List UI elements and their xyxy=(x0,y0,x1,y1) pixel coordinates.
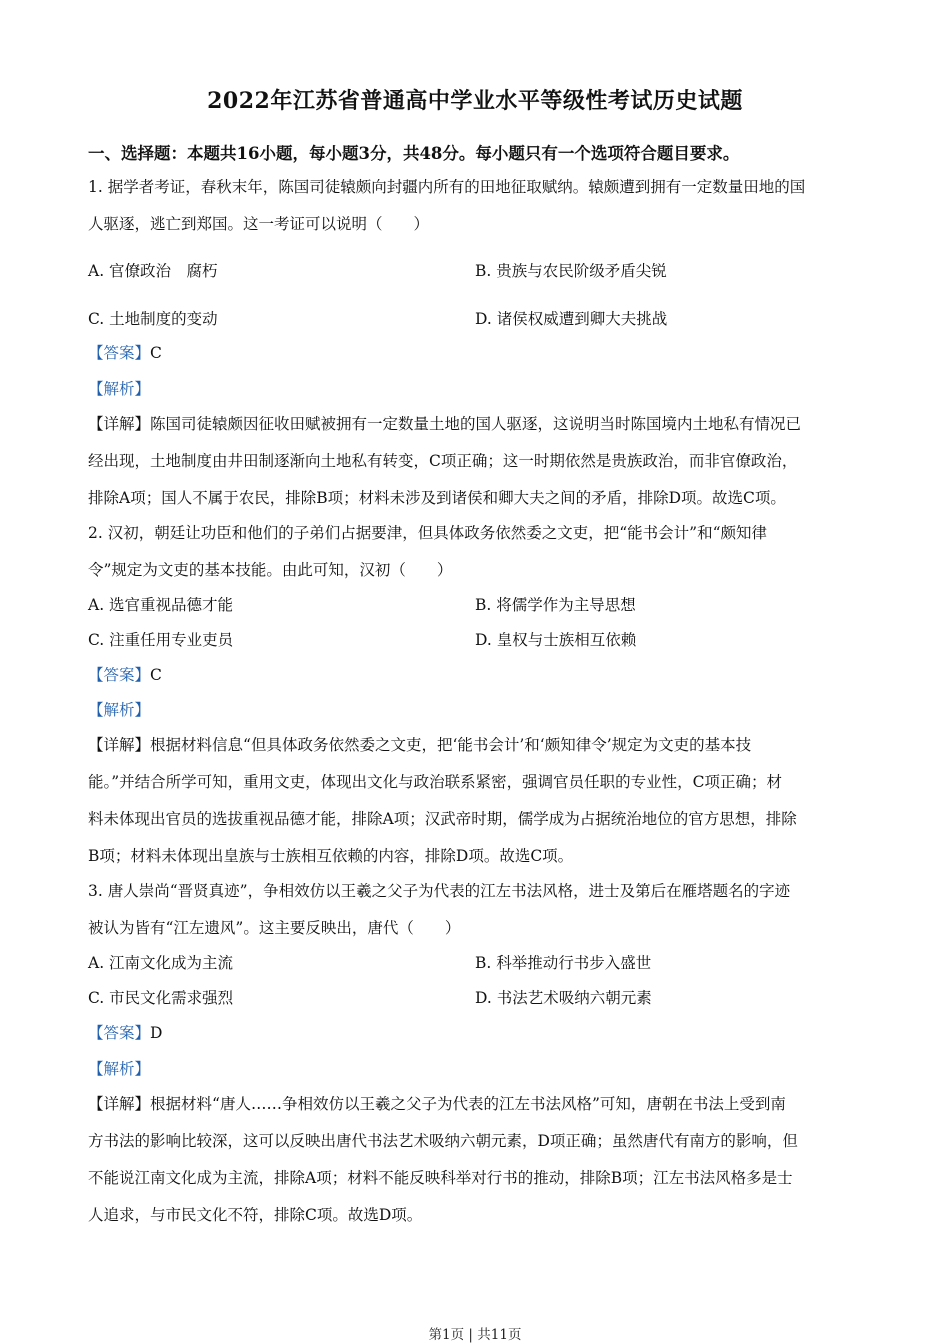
q3-analysis xyxy=(88,1059,150,1079)
q2-stem-line-2: 令”规定为文吏的基本技能。由此可知，汉初（ ） xyxy=(88,561,453,579)
q2-detail-text-1: 根据材料信息“但具体政务依然委之文吏，把‘能书会计’和‘颇知律令’规定为文吏的基本技 xyxy=(150,736,752,754)
q3-option-a: A. 江南文化成为主流 xyxy=(88,954,234,972)
section-heading: 一、选择题：本题共16小题，每小题3分，共48分。每小题只有一个选项符合题目要求。 xyxy=(88,144,740,163)
q2-option-c: C. 注重任用专业吏员 xyxy=(88,631,234,649)
analysis-tag: 【解析】 xyxy=(88,701,151,719)
q3-stem-line-2: 被认为皆有“江左遗风”。这主要反映出，唐代（ ） xyxy=(88,919,461,937)
q1-stem-line-2: 人驱逐，逃亡到郑国。这一考证可以说明（ ） xyxy=(88,215,430,233)
q1-answer-value: C xyxy=(150,344,162,362)
q1-option-c: C. 土地制度的变动 xyxy=(88,310,218,328)
q2-option-a: A. 选官重视品德才能 xyxy=(88,596,234,614)
answer-tag: 【答案】 xyxy=(88,666,151,684)
q2-answer-value: C xyxy=(150,666,162,684)
answer-tag: 【答案】 xyxy=(88,344,151,362)
q2-stem-line-1: 2. 汉初，朝廷让功臣和他们的子弟们占据要津，但具体政务依然委之文吏，把“能书会计”和“颇知律 xyxy=(88,524,767,542)
q2-option-d: D. 皇权与士族相互依赖 xyxy=(475,631,637,649)
q2-detail-line-1 xyxy=(88,735,751,755)
q1-answer xyxy=(88,343,162,363)
q1-option-d: D. 诸侯权威遭到卿大夫挑战 xyxy=(475,310,668,328)
q2-detail-line-3: 料未体现出官员的选拔重视品德才能，排除A项；汉武帝时期，儒学成为占据统治地位的官方思想，排除 xyxy=(88,810,797,828)
answer-tag: 【答案】 xyxy=(88,1024,151,1042)
q3-answer xyxy=(88,1023,162,1043)
q3-detail-line-3: 不能说江南文化成为主流，排除A项；材料不能反映科举对行书的推动，排除B项；江左书法风格多是士 xyxy=(88,1169,793,1187)
q1-detail-line-1 xyxy=(88,414,801,434)
page-footer: 第1页 | 共11页 xyxy=(428,1327,522,1343)
q3-detail-line-1 xyxy=(88,1094,786,1114)
q2-detail-line-2: 能。”并结合所学可知，重用文吏，体现出文化与政治联系紧密，强调官员任职的专业性，C项正确；材 xyxy=(88,773,783,791)
q3-option-d: D. 书法艺术吸纳六朝元素 xyxy=(475,989,652,1007)
q2-analysis xyxy=(88,700,150,720)
q3-stem-line-1: 3. 唐人崇尚“晋贤真迹”，争相效仿以王羲之父子为代表的江左书法风格，进士及第后在雁塔题名的字迹 xyxy=(88,882,791,900)
q3-detail-text-1: 根据材料“唐人……争相效仿以王羲之父子为代表的江左书法风格”可知，唐朝在书法上受到南 xyxy=(150,1095,786,1113)
q1-option-b: B. 贵族与农民阶级矛盾尖锐 xyxy=(475,262,667,280)
q2-detail-line-4: B项；材料未体现出皇族与士族相互依赖的内容，排除D项。故选C项。 xyxy=(88,847,574,865)
q3-option-b: B. 科举推动行书步入盛世 xyxy=(475,954,652,972)
q1-detail-line-3: 排除A项；国人不属于农民，排除B项；材料未涉及到诸侯和卿大夫之间的矛盾，排除D项。故选C项。 xyxy=(88,489,786,507)
page-title: 2022年江苏省普通高中学业水平等级性考试历史试题 xyxy=(207,88,743,114)
q1-option-a: A. 官僚政治 腐朽 xyxy=(88,262,218,280)
analysis-tag: 【解析】 xyxy=(88,380,151,398)
q1-analysis xyxy=(88,379,150,399)
q3-answer-value: D xyxy=(150,1024,163,1042)
q3-option-c: C. 市民文化需求强烈 xyxy=(88,989,234,1007)
q3-detail-line-4: 人追求，与市民文化不符，排除C项。故选D项。 xyxy=(88,1206,423,1224)
q3-detail-line-2: 方书法的影响比较深，这可以反映出唐代书法艺术吸纳六朝元素，D项正确；虽然唐代有南方的影响，但 xyxy=(88,1132,798,1150)
q1-detail-text-1: 陈国司徒辕颇因征收田赋被拥有一定数量土地的国人驱逐，这说明当时陈国境内土地私有情况已 xyxy=(150,415,802,433)
q1-detail-line-2: 经出现，土地制度由井田制逐渐向土地私有转变，C项正确；这一时期依然是贵族政治，而非官僚政治， xyxy=(88,452,798,470)
q1-stem-line-1: 1. 据学者考证，春秋末年，陈国司徒辕颇向封疆内所有的田地征取赋纳。辕颇遭到拥有一定数量田地的国 xyxy=(88,178,806,196)
analysis-tag: 【解析】 xyxy=(88,1060,151,1078)
detail-tag: 【详解】 xyxy=(88,1095,151,1113)
detail-tag: 【详解】 xyxy=(88,736,151,754)
q2-option-b: B. 将儒学作为主导思想 xyxy=(475,596,636,614)
detail-tag: 【详解】 xyxy=(88,415,151,433)
q2-answer xyxy=(88,665,162,685)
